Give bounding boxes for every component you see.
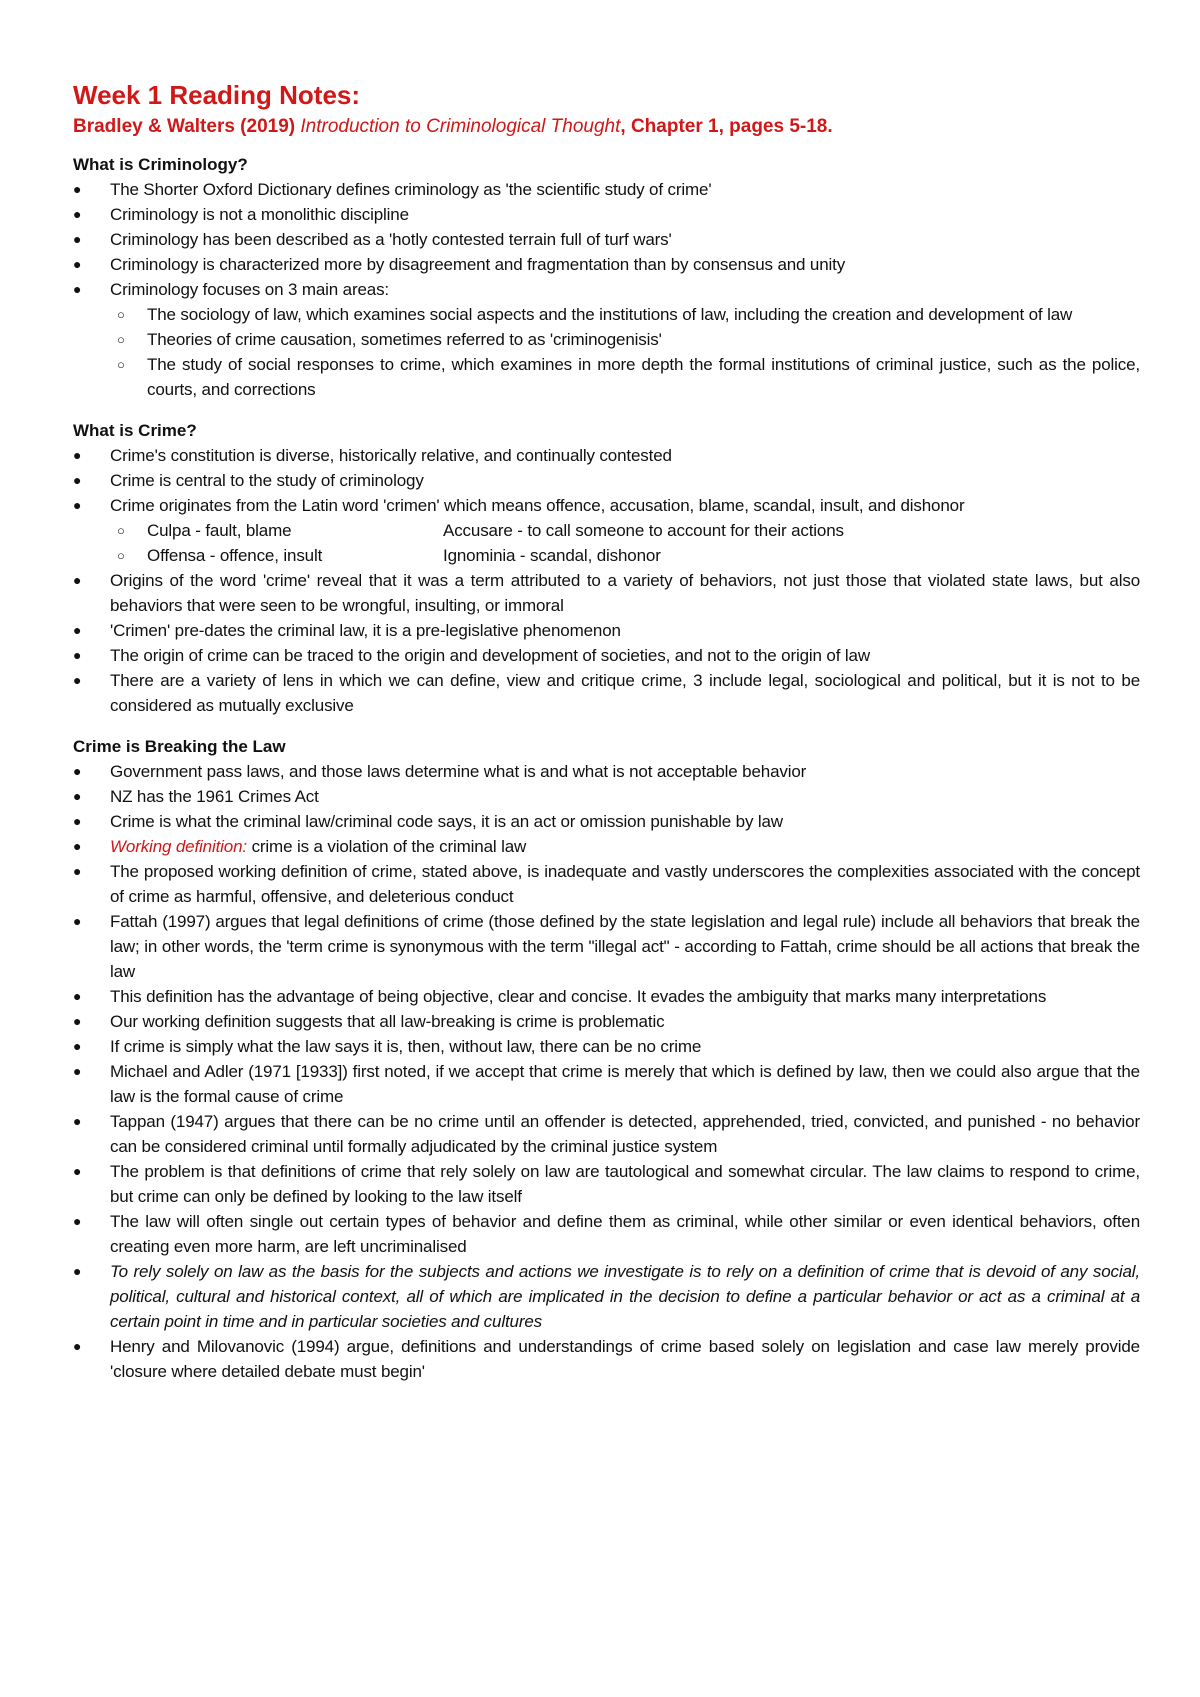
bullet-icon: ● [73, 1263, 82, 1279]
bullet-icon: ● [73, 472, 82, 488]
list-item: ● Criminology has been described as a 'hotly contested terrain full of turf wars' [73, 227, 1140, 252]
bullet-icon: ● [73, 863, 82, 879]
list-item: ● The proposed working definition of crime, stated above, is inadequate and vastly underscores the complexities associated with the concept of crime as harmful, offensive, and deleterious conduct [73, 859, 1140, 909]
sub-list-item: ○ Theories of crime causation, sometimes referred to as 'criminogenisis' [110, 327, 1140, 352]
working-definition-label: Working definition: [110, 837, 247, 856]
section-what-is-criminology [73, 152, 1140, 402]
bullet-icon: ● [73, 231, 82, 247]
list-item: ● This definition has the advantage of being objective, clear and concise. It evades the ambiguity that marks many interpretations [73, 984, 1140, 1009]
list-item: ● The Shorter Oxford Dictionary defines criminology as 'the scientific study of crime' [73, 177, 1140, 202]
bullet-icon: ● [73, 1063, 82, 1079]
reading-chapter: , Chapter 1, pages 5-18. [620, 116, 833, 137]
list-item: ● Criminology is not a monolithic discipline [73, 202, 1140, 227]
bullet-icon: ● [73, 763, 82, 779]
bullet-icon: ● [73, 1113, 82, 1129]
bullet-icon: ● [73, 497, 82, 513]
bullet-icon: ● [73, 622, 82, 638]
bullet-icon: ● [73, 913, 82, 929]
bullet-icon: ● [73, 1038, 82, 1054]
list-item-italic: ● To rely solely on law as the basis for the subjects and actions we investigate is to rely on a definition of crime that is devoid of any social, political, cultural and historical context, all of which are implicated in the decision to define a particular behavior or act as a criminal at a certain point in time and in particular societies and cultures [73, 1259, 1140, 1334]
bullet-icon: ● [73, 813, 82, 829]
bullet-icon: ● [73, 788, 82, 804]
bullet-icon: ● [73, 672, 82, 688]
bullet-list [73, 177, 1140, 402]
circle-bullet-icon: ○ [117, 548, 125, 563]
circle-bullet-icon: ○ [117, 307, 125, 322]
bullet-icon: ● [73, 181, 82, 197]
latin-terms-list [110, 518, 1140, 568]
list-item: ● Tappan (1947) argues that there can be no crime until an offender is detected, apprehended, tried, convicted, and punished - no behavior can be considered criminal until formally adjudicated by the criminal justice system [73, 1109, 1140, 1159]
list-item: ● Henry and Milovanovic (1994) argue, definitions and understandings of crime based solely on legislation and case law merely provide 'closure where detailed debate must begin' [73, 1334, 1140, 1384]
list-item: ● Criminology focuses on 3 main areas: ○ The sociology of law, which examines social aspects and the institutions of law, including the creation and development of law ○ Theories of crime causation, sometimes referred to as 'criminogenisis' ○ The study of social responses to crime, which examines in more depth the formal institutions of criminal justice, such as the police, courts, and corrections [73, 277, 1140, 402]
section-heading: What is Crime? [73, 421, 197, 440]
sub-bullet-list [110, 302, 1140, 402]
latin-term-row: ○ Culpa - fault, blame Accusare - to call someone to account for their actions [110, 518, 1140, 543]
circle-bullet-icon: ○ [117, 332, 125, 347]
list-item: ● Government pass laws, and those laws determine what is and what is not acceptable behavior [73, 759, 1140, 784]
circle-bullet-icon: ○ [117, 523, 125, 538]
list-item: ● The problem is that definitions of crime that rely solely on law are tautological and somewhat circular. The law claims to respond to crime, but crime can only be defined by looking to the law itself [73, 1159, 1140, 1209]
bullet-icon: ● [73, 281, 82, 297]
bullet-icon: ● [73, 988, 82, 1004]
list-item: ● 'Crimen' pre-dates the criminal law, it is a pre-legislative phenomenon [73, 618, 1140, 643]
bullet-icon: ● [73, 447, 82, 463]
bullet-icon: ● [73, 1338, 82, 1354]
list-item: ● The law will often single out certain types of behavior and define them as criminal, while other similar or even identical behaviors, often creating even more harm, are left uncriminalised [73, 1209, 1140, 1259]
bullet-icon: ● [73, 1213, 82, 1229]
list-item: ● Fattah (1997) argues that legal definitions of crime (those defined by the state legislation and legal rule) include all behaviors that break the law; in other words, the 'term crime is synonymous with the term "illegal act" - according to Fattah, crime should be all actions that break the law [73, 909, 1140, 984]
section-what-is-crime [73, 418, 1140, 718]
bullet-icon: ● [73, 256, 82, 272]
sub-list-item: ○ The sociology of law, which examines social aspects and the institutions of law, including the creation and development of law [110, 302, 1140, 327]
section-heading: What is Criminology? [73, 155, 248, 174]
list-item: ● Crime is central to the study of criminology [73, 468, 1140, 493]
list-item: ● Origins of the word 'crime' reveal that it was a term attributed to a variety of behaviors, not just those that violated state laws, but also behaviors that were seen to be wrongful, insulting, or immoral [73, 568, 1140, 618]
list-item: ● Crime originates from the Latin word 'crimen' which means offence, accusation, blame, scandal, insult, and dishonor ○ Culpa - fault, blame Accusare - to call someone to account for their actions ○ Offensa - offence, insult Ignominia - scandal, dishonor [73, 493, 1140, 568]
list-item: ● The origin of crime can be traced to the origin and development of societies, and not to the origin of law [73, 643, 1140, 668]
list-item: ● Crime is what the criminal law/criminal code says, it is an act or omission punishable by law [73, 809, 1140, 834]
sub-list-item: ○ The study of social responses to crime, which examines in more depth the formal institutions of criminal justice, such as the police, courts, and corrections [110, 352, 1140, 402]
bullet-icon: ● [73, 572, 82, 588]
page-title: Week 1 Reading Notes: [73, 80, 361, 110]
bullet-list [73, 759, 1140, 1384]
list-item: ● There are a variety of lens in which we can define, view and critique crime, 3 include legal, sociological and political, but it is not to be considered as mutually exclusive [73, 668, 1140, 718]
reading-book-title: Introduction to Criminological Thought [300, 116, 621, 137]
bullet-list [73, 443, 1140, 718]
list-item: ● Michael and Adler (1971 [1933]) first noted, if we accept that crime is merely that which is defined by law, then we could also argue that the law is the formal cause of crime [73, 1059, 1140, 1109]
reading-authors: Bradley & Walters (2019) [73, 116, 301, 137]
list-item: ● Crime's constitution is diverse, historically relative, and continually contested [73, 443, 1140, 468]
list-item: ● NZ has the 1961 Crimes Act [73, 784, 1140, 809]
bullet-icon: ● [73, 838, 82, 854]
list-item: ● If crime is simply what the law says it is, then, without law, there can be no crime [73, 1034, 1140, 1059]
bullet-icon: ● [73, 206, 82, 222]
list-item: ● Our working definition suggests that all law-breaking is crime is problematic [73, 1009, 1140, 1034]
reading-reference [73, 114, 1140, 140]
list-item: ● Criminology is characterized more by disagreement and fragmentation than by consensus and unity [73, 252, 1140, 277]
bullet-icon: ● [73, 647, 82, 663]
list-item-working-definition: ● Working definition: crime is a violation of the criminal law [73, 834, 1140, 859]
circle-bullet-icon: ○ [117, 357, 125, 372]
bullet-icon: ● [73, 1163, 82, 1179]
latin-term-row: ○ Offensa - offence, insult Ignominia - scandal, dishonor [110, 543, 1140, 568]
section-heading: Crime is Breaking the Law [73, 737, 286, 756]
bullet-icon: ● [73, 1013, 82, 1029]
section-crime-is-breaking-the-law [73, 734, 1140, 1384]
